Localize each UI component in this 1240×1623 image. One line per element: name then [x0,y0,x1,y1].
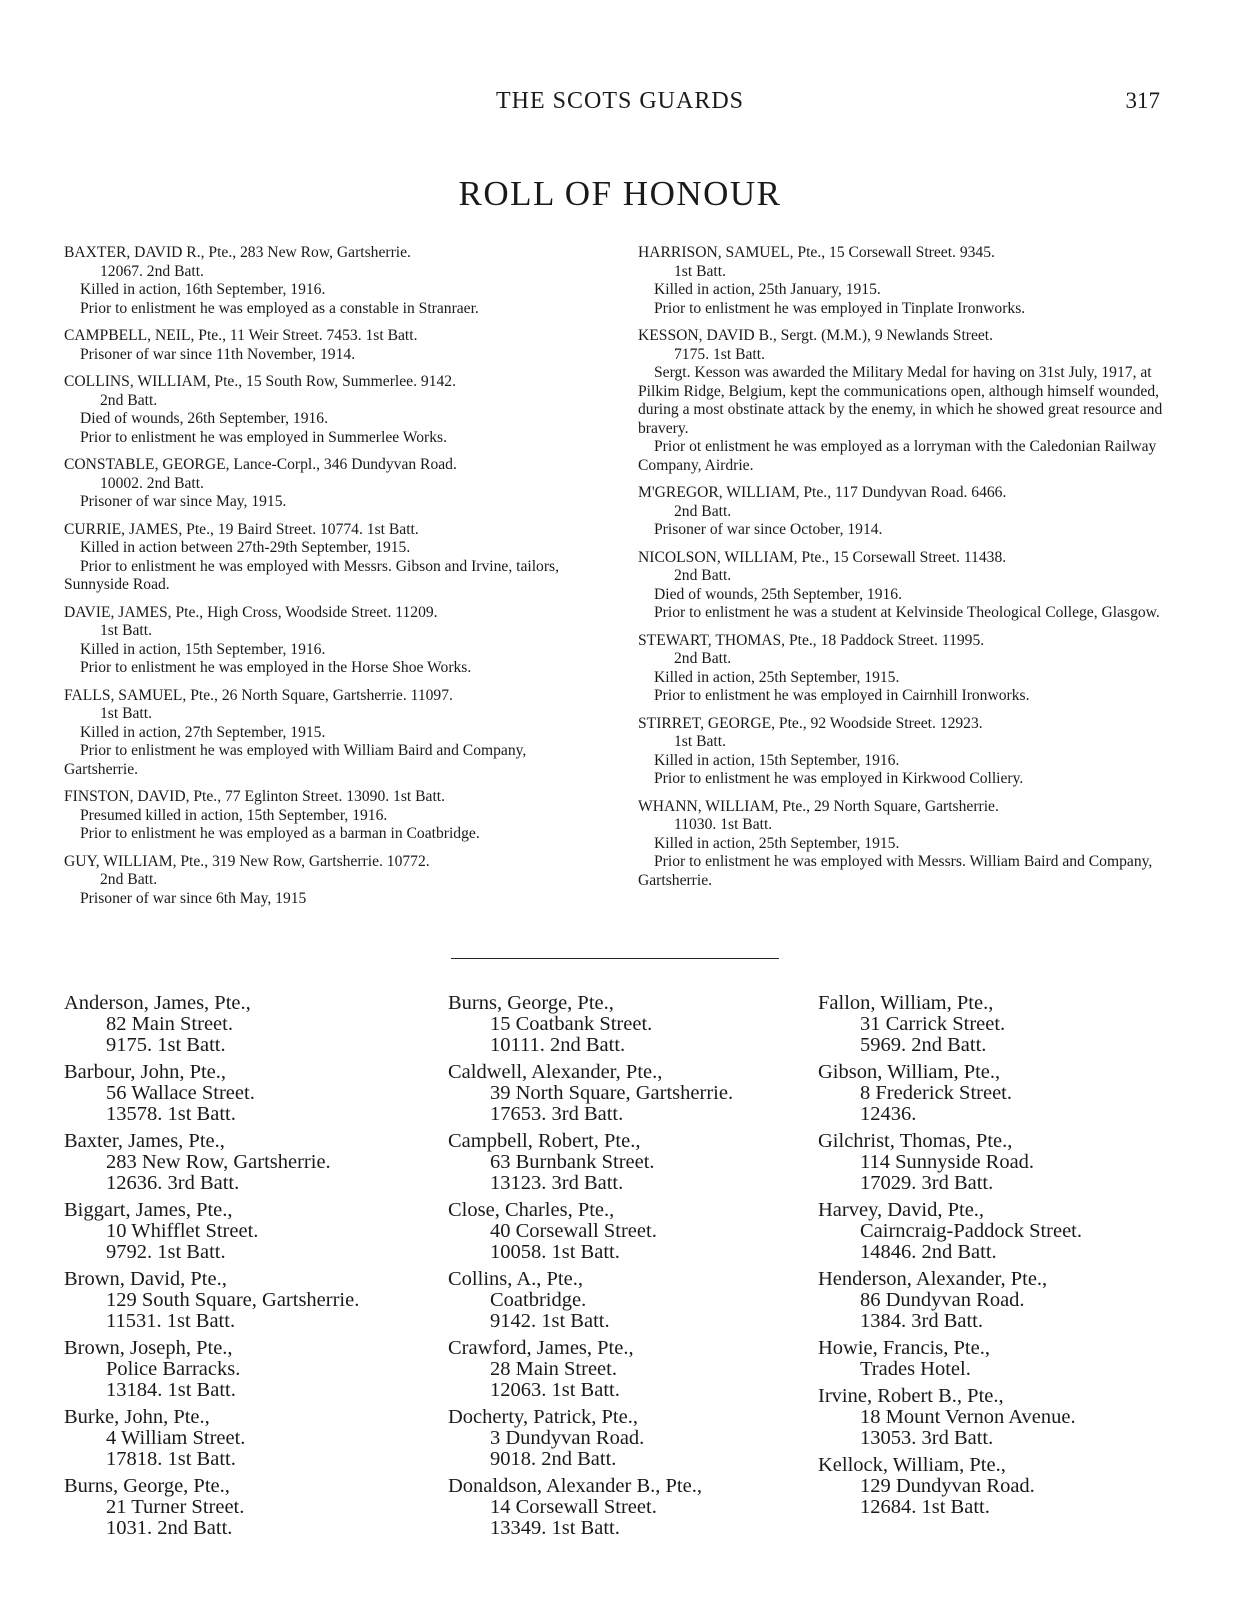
entry-note: Killed in action, 25th September, 1915. [654,668,900,686]
entry-detail: 12636. 3rd Batt. [106,1172,240,1194]
entry-heading: KESSON, DAVID B., Sergt. (M.M.), 9 Newlands Street. [638,327,994,344]
roll-entry [64,788,590,844]
running-title: THE SCOTS GUARDS [495,88,745,114]
entry-note: Prior to enlistment he was employed as a barman in Coatbridge. [80,825,480,842]
entry-heading: STIRRET, GEORGE, Pte., 92 Woodside Street. 12923. [638,714,983,732]
entry-note: Sergt. Kesson was awarded the Military Medal for having on 31st July, 1917, at Pilkim Ridge, Belgium, kept the communications open, although himself wounded, during a most obstinate attack by the enemy, in which he showed great resource and bravery. [638,364,1163,437]
entry-detail: 13053. 3rd Batt. [860,1427,994,1449]
list-entry [64,1338,444,1401]
list-entry [64,1062,444,1125]
entry-detail: Coatbridge. [490,1289,587,1311]
entry-name: Burns, George, Pte., [448,992,614,1014]
entry-heading: DAVIE, JAMES, Pte., High Cross, Woodside Street. 11209. [64,603,438,621]
entry-detail: 82 Main Street. [106,1013,233,1035]
entry-name: Campbell, Robert, Pte., [448,1130,641,1152]
entry-name: Gilchrist, Thomas, Pte., [818,1130,1013,1152]
roll-entry [638,715,1170,789]
entry-heading: FALLS, SAMUEL, Pte., 26 North Square, Gartsherrie. 11097. [64,686,453,704]
list-entry [818,1131,1178,1194]
entry-detail: 63 Burnbank Street. [490,1151,655,1173]
entry-note: Prior to enlistment he was employed in Kirkwood Colliery. [654,770,1024,787]
entry-detail: 12436. [860,1103,917,1125]
entry-name: Docherty, Patrick, Pte., [448,1406,638,1428]
entry-note: Prisoner of war since May, 1915. [80,493,287,510]
entry-detail: 129 South Square, Gartsherrie. [106,1289,360,1311]
entry-name: Burke, John, Pte., [64,1406,210,1428]
entry-number-battalion: 2nd Batt. [674,567,732,584]
entry-name: Crawford, James, Pte., [448,1337,634,1359]
entry-heading: CURRIE, JAMES, Pte., 19 Baird Street. 10774. 1st Batt. [64,520,419,538]
entry-detail: 5969. 2nd Batt. [860,1034,987,1056]
list-entry [448,1407,808,1470]
entry-number-battalion: 1st Batt. [100,622,152,639]
entry-note: Prisoner of war since 6th May, 1915 [80,889,307,907]
entry-detail: 15 Coatbank Street. [490,1013,653,1035]
roll-entry [64,853,590,909]
list-entry [448,1200,808,1263]
entry-detail: 14846. 2nd Batt. [860,1241,997,1263]
entry-note: Prior to enlistment he was employed as a constable in Stranraer. [80,299,479,317]
entry-name: Anderson, James, Pte., [64,992,251,1014]
entry-heading: NICOLSON, WILLIAM, Pte., 15 Corsewall Street. 11438. [638,548,1007,566]
entry-detail: 17029. 3rd Batt. [860,1172,994,1194]
entry-name: Fallon, William, Pte., [818,992,994,1014]
entry-detail: 21 Turner Street. [106,1496,245,1518]
roll-entry [64,521,590,595]
roll-column-right [638,244,1170,899]
page-title: ROLL OF HONOUR [458,174,782,213]
entry-detail: 13184. 1st Batt. [106,1379,236,1401]
entry-name: Barbour, John, Pte., [64,1061,227,1083]
list-entry [818,993,1178,1056]
entry-number-battalion: 1st Batt. [100,705,152,722]
entry-name: Biggart, James, Pte., [64,1199,233,1221]
entry-name: Brown, Joseph, Pte., [64,1337,233,1359]
roll-entry [638,798,1170,891]
roll-entry [638,327,1170,475]
list-entry [448,1269,808,1332]
entry-name: Burns, George, Pte., [64,1475,230,1497]
list-entry [448,1062,808,1125]
page-number: 317 [1125,88,1160,113]
entry-detail: 8 Frederick Street. [860,1082,1012,1104]
entry-detail: 86 Dundyvan Road. [860,1289,1025,1311]
entry-detail: 1031. 2nd Batt. [106,1517,233,1539]
entry-heading: CAMPBELL, NEIL, Pte., 11 Weir Street. 7453. 1st Batt. [64,327,418,344]
entry-note: Prisoner of war since October, 1914. [654,521,883,538]
entry-detail: 40 Corsewall Street. [490,1220,657,1242]
list-column-3 [818,993,1178,1524]
entry-heading: M'GREGOR, WILLIAM, Pte., 117 Dundyvan Road. 6466. [638,484,1007,501]
entry-heading: GUY, WILLIAM, Pte., 319 New Row, Gartsherrie. 10772. [64,852,430,870]
list-entry [64,993,444,1056]
entry-number-battalion: 12067. 2nd Batt. [100,262,204,280]
entry-note: Died of wounds, 25th September, 1916. [654,585,902,603]
entry-heading: WHANN, WILLIAM, Pte., 29 North Square, Gartsherrie. [638,797,999,815]
list-entry [818,1455,1178,1518]
list-column-1 [64,993,444,1545]
entry-name: Baxter, James, Pte., [64,1130,225,1152]
list-entry [818,1200,1178,1263]
entry-detail: 14 Corsewall Street. [490,1496,657,1518]
entry-detail: Police Barracks. [106,1358,241,1380]
roll-entry [638,484,1170,540]
entry-note: Killed in action, 27th September, 1915. [80,723,326,741]
entry-note: Prior to enlistment he was employed with Messrs. Gibson and Irvine, tailors, Sunnyside Road. [64,557,560,593]
entry-note: Prior to enlistment he was employed with William Baird and Company, Gartsherrie. [64,742,527,778]
entry-heading: HARRISON, SAMUEL, Pte., 15 Corsewall Street. 9345. [638,244,995,261]
entry-name: Irvine, Robert B., Pte., [818,1385,1004,1407]
entry-number-battalion: 2nd Batt. [674,650,732,667]
list-entry [448,1338,808,1401]
entry-detail: 17653. 3rd Batt. [490,1103,624,1125]
entry-detail: 13578. 1st Batt. [106,1103,236,1125]
entry-detail: 1384. 3rd Batt. [860,1310,983,1332]
roll-entry [64,327,590,364]
roll-entry [64,244,590,318]
entry-note: Prior to enlistment he was employed in Summerlee Works. [80,428,448,446]
entry-detail: 10111. 2nd Batt. [490,1034,626,1056]
entry-note: Prior ot enlistment he was employed as a lorryman with the Caledonian Railway Company, Airdrie. [638,438,1157,474]
entry-note: Presumed killed in action, 15th September, 1916. [80,806,388,824]
list-column-2 [448,993,808,1545]
entry-detail: 114 Sunnyside Road. [860,1151,1035,1173]
entry-detail: 9792. 1st Batt. [106,1241,226,1263]
entry-number-battalion: 11030. 1st Batt. [674,816,773,833]
entry-heading: STEWART, THOMAS, Pte., 18 Paddock Street. 11995. [638,631,985,649]
entry-detail: 11531. 1st Batt. [106,1310,236,1332]
entry-note: Killed in action, 16th September, 1916. [80,281,326,298]
entry-number-battalion: 1st Batt. [674,733,726,750]
roll-entry [64,456,590,512]
entry-detail: 12684. 1st Batt. [860,1496,990,1518]
list-entry [64,1200,444,1263]
list-entry [448,1131,808,1194]
list-entry [64,1131,444,1194]
roll-entry [64,604,590,678]
entry-detail: 10058. 1st Batt. [490,1241,620,1263]
entry-detail: 3 Dundyvan Road. [490,1427,645,1449]
entry-detail: Trades Hotel. [860,1358,971,1380]
entry-heading: COLLINS, WILLIAM, Pte., 15 South Row, Summerlee. 9142. [64,373,456,390]
list-entry [64,1407,444,1470]
roll-entry [638,632,1170,706]
entry-detail: Cairncraig-Paddock Street. [860,1220,1083,1242]
entry-name: Close, Charles, Pte., [448,1199,615,1221]
roll-entry [64,373,590,447]
list-entry [448,993,808,1056]
entry-note: Killed in action, 15th September, 1916. [80,640,326,658]
list-entry [818,1338,1178,1380]
entry-number-battalion: 2nd Batt. [674,502,732,520]
entry-heading: BAXTER, DAVID R., Pte., 283 New Row, Gartsherrie. [64,244,411,261]
entry-name: Brown, David, Pte., [64,1268,227,1290]
list-entry [818,1062,1178,1125]
roll-entry [638,549,1170,623]
entry-detail: 4 William Street. [106,1427,246,1449]
entry-note: Killed in action, 25th January, 1915. [654,281,881,298]
entry-number-battalion: 2nd Batt. [100,871,158,888]
entry-detail: 12063. 1st Batt. [490,1379,620,1401]
entry-detail: 39 North Square, Gartsherrie. [490,1082,734,1104]
list-entry [818,1269,1178,1332]
entry-note: Prior to enlistment he was employed in Cairnhill Ironworks. [654,687,1030,704]
page-header [0,88,1240,118]
entry-note: Killed in action, 25th September, 1915. [654,834,900,852]
entry-note: Died of wounds, 26th September, 1916. [80,410,328,427]
entry-name: Collins, A., Pte., [448,1268,583,1290]
list-entry [64,1476,444,1539]
entry-detail: 9175. 1st Batt. [106,1034,226,1056]
entry-name: Henderson, Alexander, Pte., [818,1268,1048,1290]
entry-name: Harvey, David, Pte., [818,1199,985,1221]
roll-entry [64,687,590,780]
entry-detail: 13123. 3rd Batt. [490,1172,624,1194]
entry-detail: 56 Wallace Street. [106,1082,255,1104]
roll-entry [638,244,1170,318]
entry-note: Prior to enlistment he was a student at Kelvinside Theological College, Glasgow. [654,604,1160,621]
entry-number-battalion: 10002. 2nd Batt. [100,474,204,492]
entry-name: Gibson, William, Pte., [818,1061,1001,1083]
entry-detail: 283 New Row, Gartsherrie. [106,1151,331,1173]
entry-detail: 17818. 1st Batt. [106,1448,236,1470]
entry-detail: 9142. 1st Batt. [490,1310,610,1332]
entry-name: Caldwell, Alexander, Pte., [448,1061,663,1083]
entry-note: Prior to enlistment he was employed in Tinplate Ironworks. [654,299,1026,317]
list-entry [818,1386,1178,1449]
entry-number-battalion: 2nd Batt. [100,391,158,409]
entry-note: Prisoner of war since 11th November, 1914. [80,345,356,363]
entry-note: Killed in action, 15th September, 1916. [654,751,900,769]
list-entry [448,1476,808,1539]
entry-note: Prior to enlistment he was employed with Messrs. William Baird and Company, Gartsherrie. [638,853,1153,889]
entry-detail: 31 Carrick Street. [860,1013,1006,1035]
entry-number-battalion: 7175. 1st Batt. [674,345,765,363]
section-divider [451,958,779,959]
entry-note: Killed in action between 27th-29th September, 1915. [80,539,411,556]
entry-number-battalion: 1st Batt. [674,262,726,280]
entry-detail: 10 Whifflet Street. [106,1220,259,1242]
entry-detail: 9018. 2nd Batt. [490,1448,617,1470]
entry-name: Howie, Francis, Pte., [818,1337,990,1359]
entry-detail: 18 Mount Vernon Avenue. [860,1406,1076,1428]
entry-detail: 28 Main Street. [490,1358,617,1380]
entry-note: Prior to enlistment he was employed in the Horse Shoe Works. [80,659,472,676]
entry-name: Donaldson, Alexander B., Pte., [448,1475,702,1497]
list-entry [64,1269,444,1332]
entry-detail: 129 Dundyvan Road. [860,1475,1035,1497]
entry-detail: 13349. 1st Batt. [490,1517,620,1539]
roll-column-left [64,244,590,917]
entry-heading: FINSTON, DAVID, Pte., 77 Eglinton Street. 13090. 1st Batt. [64,788,446,805]
entry-heading: CONSTABLE, GEORGE, Lance-Corpl., 346 Dundyvan Road. [64,456,457,473]
entry-name: Kellock, William, Pte., [818,1454,1006,1476]
